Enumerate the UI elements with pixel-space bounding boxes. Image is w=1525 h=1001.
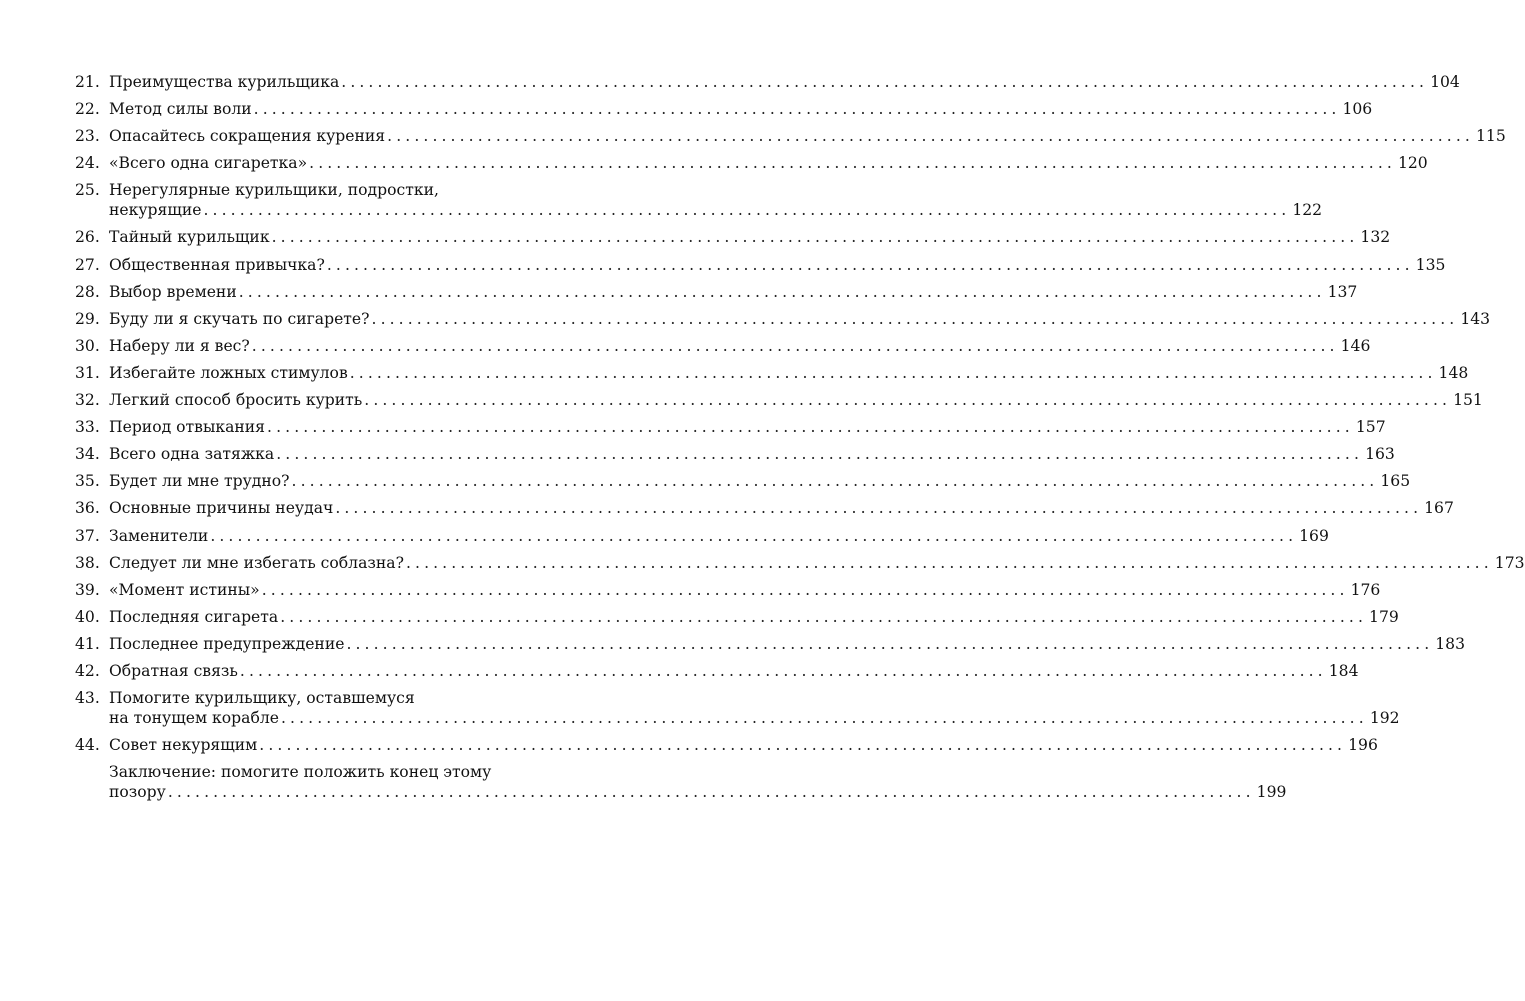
entry-title: Будет ли мне трудно? <box>109 472 290 491</box>
entry-last-line <box>109 73 1460 91</box>
entry-title: Всего одна затяжка <box>109 445 275 464</box>
entry-title: «Момент истины» <box>109 580 260 599</box>
entry-last-line <box>109 445 1395 464</box>
toc-entry[interactable] <box>75 499 1454 518</box>
entry-number: 28. <box>75 282 100 301</box>
entry-title: Тайный курильщик <box>109 228 270 247</box>
page-number: 179 <box>1369 607 1399 626</box>
dot-leader: ........................................................................................................................ <box>371 309 1459 328</box>
entry-body <box>109 100 1373 119</box>
entry-number: 30. <box>75 336 100 355</box>
entry-body <box>109 689 1400 728</box>
entry-number: 26. <box>75 228 100 247</box>
entry-body <box>109 526 1329 545</box>
entry-body <box>109 73 1460 91</box>
dot-leader: ........................................................................................................................ <box>210 526 1298 545</box>
entry-number: 41. <box>75 634 100 653</box>
toc-entry[interactable] <box>75 736 1378 755</box>
entry-last-line <box>109 526 1329 545</box>
entry-number: 37. <box>75 526 100 545</box>
toc-entry[interactable] <box>75 526 1329 545</box>
entry-last-line <box>109 607 1399 626</box>
dot-leader: ........................................................................................................................ <box>291 472 1379 491</box>
entry-number: 36. <box>75 499 100 518</box>
dot-leader: ........................................................................................................................ <box>346 634 1434 653</box>
dot-leader: ........................................................................................................................ <box>280 709 1368 728</box>
table-of-contents <box>75 73 1525 810</box>
dot-leader: ........................................................................................................................ <box>267 418 1354 437</box>
entry-last-line <box>109 228 1391 247</box>
toc-entry[interactable] <box>75 309 1491 328</box>
entry-title-line: Помогите курильщику, оставшемуся <box>109 689 415 708</box>
entry-last-line <box>109 309 1491 328</box>
dot-leader: ........................................................................................................................ <box>261 580 1349 599</box>
entry-body <box>109 255 1446 274</box>
entry-title: «Всего одна сигаретка» <box>109 154 308 173</box>
entry-body <box>109 228 1391 247</box>
dot-leader: ........................................................................................................................ <box>341 73 1429 91</box>
toc-entry[interactable] <box>75 181 1323 220</box>
entry-last-line <box>109 391 1483 410</box>
page-number: 165 <box>1380 472 1411 491</box>
entry-title: Заменители <box>109 526 209 545</box>
entry-title: Обратная связь <box>109 661 238 680</box>
entry-body <box>109 553 1525 572</box>
entry-title: Наберу ли я вес? <box>109 336 250 355</box>
page-number: 163 <box>1365 445 1395 464</box>
entry-last-line <box>109 336 1371 355</box>
entry-number: 33. <box>75 418 100 437</box>
entry-last-line <box>109 472 1411 491</box>
toc-entry[interactable] <box>75 127 1506 146</box>
page-number: 122 <box>1292 201 1323 220</box>
toc-entry[interactable] <box>75 445 1395 464</box>
entry-title: Преимущества курильщика <box>109 73 340 91</box>
entry-number: 25. <box>75 181 100 200</box>
entry-body <box>109 580 1381 599</box>
toc-entry[interactable] <box>75 363 1469 382</box>
entry-title: позору <box>109 783 166 802</box>
entry-last-line <box>109 255 1446 274</box>
entry-title: Опасайтесь сокращения курения <box>109 127 386 146</box>
toc-entry[interactable] <box>75 282 1358 301</box>
entry-last-line <box>109 499 1454 518</box>
page-number: 106 <box>1342 100 1373 119</box>
page-number: 137 <box>1327 282 1358 301</box>
dot-leader: ........................................................................................................................ <box>251 336 1339 355</box>
dot-leader: ........................................................................................................................ <box>309 154 1396 173</box>
entry-body <box>109 418 1386 437</box>
page-number: 135 <box>1415 255 1446 274</box>
toc-entry[interactable] <box>75 472 1411 491</box>
entry-body <box>109 391 1483 410</box>
entry-body <box>109 154 1428 173</box>
entry-last-line <box>109 201 1323 220</box>
dot-leader: ........................................................................................................................ <box>280 607 1368 626</box>
page-number: 143 <box>1460 309 1491 328</box>
entry-last-line <box>109 418 1386 437</box>
page-number: 192 <box>1369 709 1400 728</box>
toc-entry[interactable] <box>75 255 1446 274</box>
toc-entry[interactable] <box>75 634 1466 653</box>
page-number: 173 <box>1494 553 1525 572</box>
entry-body <box>109 282 1358 301</box>
entry-number: 38. <box>75 553 100 572</box>
entry-title: Период отвыкания <box>109 418 266 437</box>
dot-leader: ........................................................................................................................ <box>335 499 1423 518</box>
entry-body <box>109 763 1287 802</box>
entry-title: Основные причины неудач <box>109 499 334 518</box>
entry-body <box>109 634 1466 653</box>
entry-last-line <box>109 363 1469 382</box>
toc-entry[interactable] <box>75 763 1287 802</box>
dot-leader: ........................................................................................................................ <box>326 255 1414 274</box>
entry-last-line <box>109 100 1373 119</box>
entry-body <box>109 736 1378 755</box>
page-number: 183 <box>1435 634 1466 653</box>
entry-title-line: Заключение: помогите положить конец этому <box>109 763 492 782</box>
entry-number: 42. <box>75 661 100 680</box>
page-number: 169 <box>1299 526 1329 545</box>
toc-entry[interactable] <box>75 100 1373 119</box>
entry-title: Метод силы воли <box>109 100 252 119</box>
dot-leader: ........................................................................................................................ <box>253 100 1341 119</box>
entry-last-line <box>109 282 1358 301</box>
dot-leader: ........................................................................................................................ <box>405 553 1493 572</box>
entry-number: 22. <box>75 100 100 119</box>
entry-number: 21. <box>75 73 100 91</box>
toc-entry[interactable] <box>75 607 1399 626</box>
entry-body <box>109 472 1411 491</box>
entry-title-line: Нерегулярные курильщики, подростки, <box>109 181 439 200</box>
page-number: 146 <box>1340 336 1371 355</box>
dot-leader: ........................................................................................................................ <box>271 228 1359 247</box>
dot-leader: ........................................................................................................................ <box>387 127 1474 146</box>
entry-last-line <box>109 580 1381 599</box>
entry-title: Последнее предупреждение <box>109 634 345 653</box>
page-number: 157 <box>1355 418 1386 437</box>
dot-leader: ........................................................................................................................ <box>259 736 1347 755</box>
entry-last-line <box>109 127 1506 146</box>
dot-leader: ........................................................................................................................ <box>238 282 1326 301</box>
entry-number: 34. <box>75 445 100 464</box>
entry-body <box>109 309 1491 328</box>
entry-title: Следует ли мне избегать соблазна? <box>109 553 404 572</box>
entry-title: Буду ли я скучать по сигарете? <box>109 309 370 328</box>
entry-title: Последняя сигарета <box>109 607 279 626</box>
entry-number: 40. <box>75 607 100 626</box>
page-number: 199 <box>1256 783 1287 802</box>
page-number: 167 <box>1424 499 1454 518</box>
entry-title: Общественная привычка? <box>109 255 325 274</box>
entry-title: Легкий способ бросить курить <box>109 391 363 410</box>
dot-leader: ........................................................................................................................ <box>239 661 1327 680</box>
toc-entry[interactable] <box>75 553 1525 572</box>
entry-body <box>109 363 1469 382</box>
entry-last-line <box>109 553 1525 572</box>
page-number: 176 <box>1350 580 1381 599</box>
entry-last-line <box>109 634 1466 653</box>
page-number: 120 <box>1397 154 1428 173</box>
toc-entry[interactable] <box>75 228 1391 247</box>
entry-body <box>109 181 1323 220</box>
entry-title: некурящие <box>109 201 202 220</box>
entry-number: 24. <box>75 154 100 173</box>
entry-body <box>109 445 1395 464</box>
page-number: 151 <box>1453 391 1483 410</box>
entry-number: 44. <box>75 736 100 755</box>
page-number: 132 <box>1360 228 1391 247</box>
page-number: 196 <box>1348 736 1378 755</box>
dot-leader: ........................................................................................................................ <box>364 391 1452 410</box>
entry-title: на тонущем корабле <box>109 709 279 728</box>
toc-entry[interactable] <box>75 580 1381 599</box>
page-number: 104 <box>1430 73 1460 91</box>
dot-leader: ........................................................................................................................ <box>276 445 1364 464</box>
entry-number: 39. <box>75 580 100 599</box>
entry-body <box>109 607 1399 626</box>
entry-title: Избегайте ложных стимулов <box>109 363 348 382</box>
toc-entry[interactable] <box>75 154 1428 173</box>
entry-title: Выбор времени <box>109 282 237 301</box>
entry-number: 32. <box>75 391 100 410</box>
page-number: 148 <box>1438 363 1469 382</box>
toc-entry[interactable] <box>75 689 1400 728</box>
entry-body <box>109 661 1359 680</box>
toc-entry[interactable] <box>75 391 1483 410</box>
entry-number: 35. <box>75 472 100 491</box>
dot-leader: ........................................................................................................................ <box>203 201 1291 220</box>
entry-last-line <box>109 709 1400 728</box>
entry-body <box>109 336 1371 355</box>
entry-last-line <box>109 154 1428 173</box>
dot-leader: ........................................................................................................................ <box>349 363 1437 382</box>
entry-last-line <box>109 783 1287 802</box>
entry-number: 23. <box>75 127 100 146</box>
entry-body <box>109 127 1506 146</box>
toc-entry[interactable] <box>75 73 1460 91</box>
page-number: 115 <box>1475 127 1506 146</box>
toc-entry[interactable] <box>75 336 1371 355</box>
entry-body <box>109 499 1454 518</box>
entry-number: 31. <box>75 363 100 382</box>
entry-last-line <box>109 736 1378 755</box>
toc-entry[interactable] <box>75 418 1386 437</box>
entry-number: 29. <box>75 309 100 328</box>
toc-entry[interactable] <box>75 661 1359 680</box>
entry-number: 43. <box>75 689 100 708</box>
page-number: 184 <box>1328 661 1359 680</box>
entry-last-line <box>109 661 1359 680</box>
entry-title: Совет некурящим <box>109 736 258 755</box>
entry-number: 27. <box>75 255 100 274</box>
dot-leader: ........................................................................................................................ <box>167 783 1255 802</box>
